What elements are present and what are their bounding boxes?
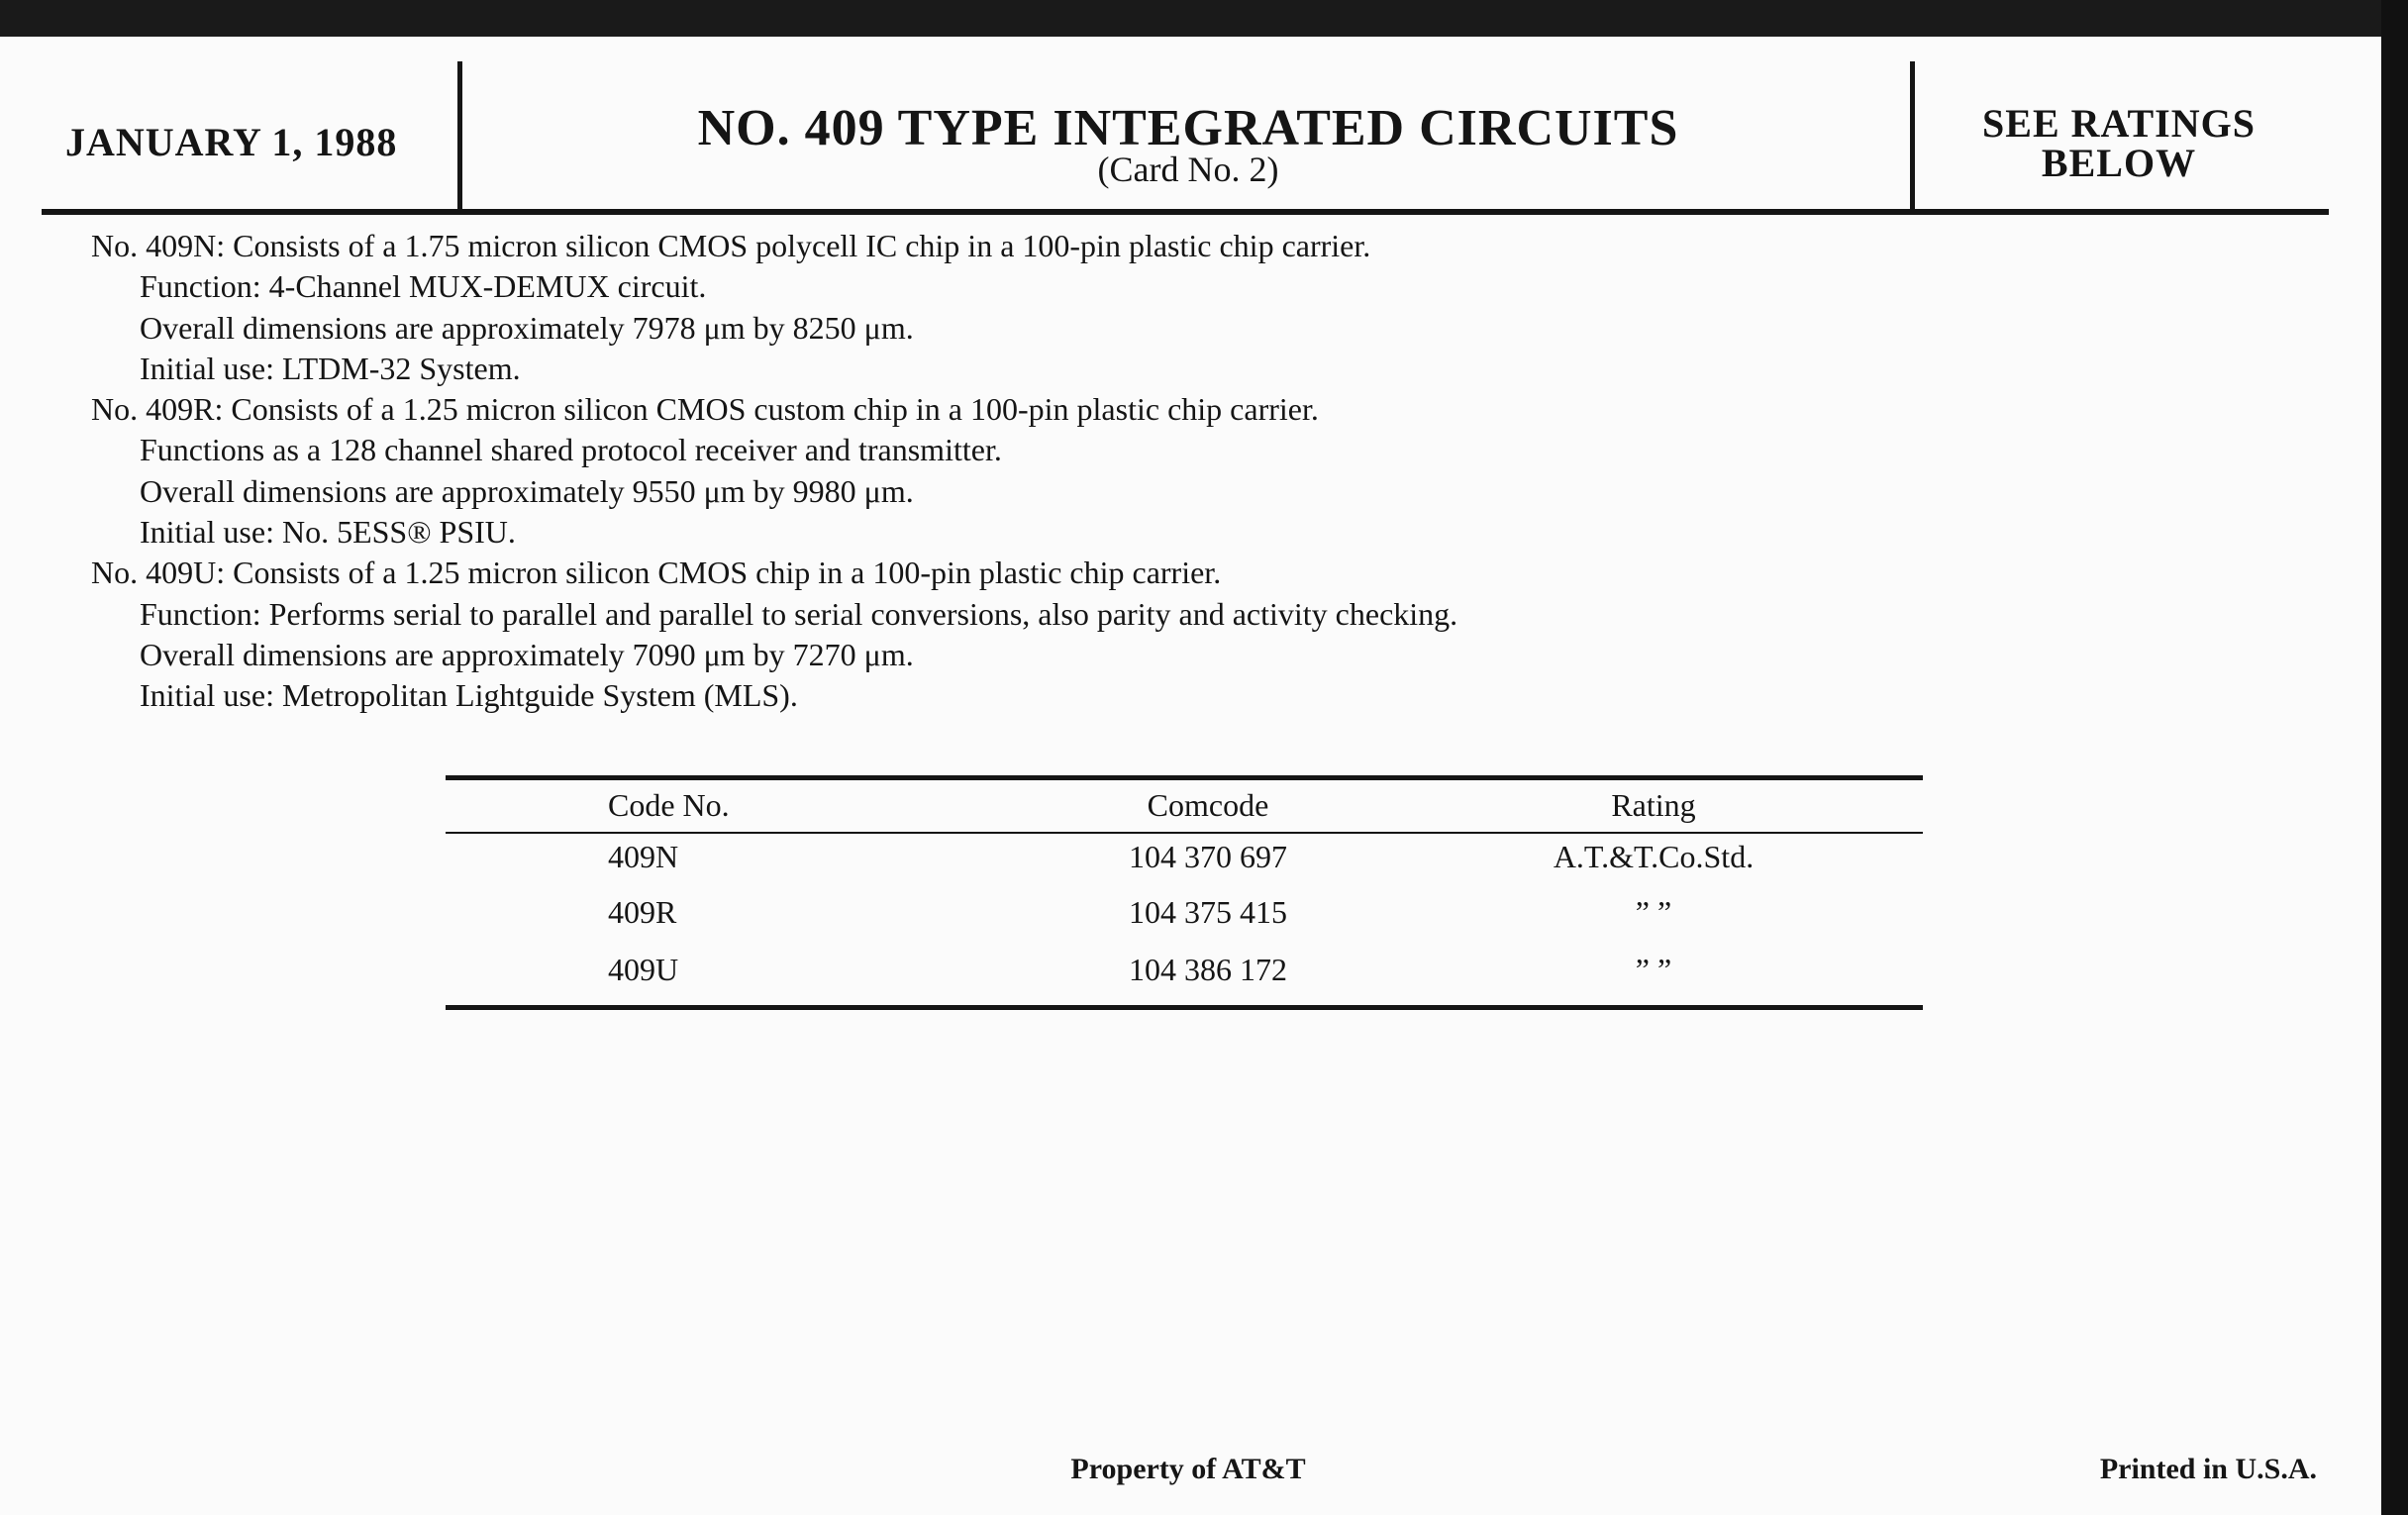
table-cell-comcode: 104 386 172	[1129, 952, 1287, 987]
body-line: Overall dimensions are approximately 7978 μm by 8250 μm.	[140, 309, 914, 346]
body-line: Overall dimensions are approximately 7090 μm by 7270 μm.	[140, 636, 914, 672]
footer-printed: Printed in U.S.A.	[2099, 1453, 2317, 1485]
rating-note	[1921, 101, 2317, 185]
body-line: No. 409R: Consists of a 1.25 micron silicon CMOS custom chip in a 100-pin plastic chip carrier.	[91, 391, 1319, 428]
column-header-rating: Rating	[1611, 787, 1696, 823]
body-line: Function: 4-Channel MUX-DEMUX circuit.	[140, 268, 707, 305]
body-line: Overall dimensions are approximately 9550 μm by 9980 μm.	[140, 472, 914, 509]
table-cell-comcode: 104 370 697	[1129, 839, 1287, 874]
table-header-rule	[446, 832, 1923, 834]
body-line: Initial use: Metropolitan Lightguide System (MLS).	[140, 677, 798, 714]
table-cell-code: 409R	[608, 894, 677, 930]
body-line: Initial use: LTDM-32 System.	[140, 350, 521, 386]
table-cell-rating: A.T.&T.Co.Std.	[1553, 839, 1755, 874]
header-rule	[42, 209, 2329, 215]
table-bottom-rule	[446, 1005, 1923, 1010]
header-divider-left	[457, 61, 462, 210]
table-top-rule	[446, 775, 1923, 780]
card-title: NO. 409 TYPE INTEGRATED CIRCUITS	[697, 100, 1679, 156]
body-line: No. 409U: Consists of a 1.25 micron silicon CMOS chip in a 100-pin plastic chip carrier.	[91, 555, 1222, 591]
column-header-comcode: Comcode	[1147, 787, 1269, 823]
body-line: Functions as a 128 channel shared protocol receiver and transmitter.	[140, 432, 1002, 468]
table-cell-code: 409N	[608, 839, 679, 874]
header-divider-right	[1910, 61, 1915, 210]
rating-note-line1: SEE RATINGS	[1982, 101, 2256, 146]
table-cell-code: 409U	[608, 952, 679, 987]
body-line: Initial use: No. 5ESS® PSIU.	[140, 514, 516, 551]
body-line: No. 409N: Consists of a 1.75 micron silicon CMOS polycell IC chip in a 100-pin plastic chip carrier.	[91, 228, 1371, 263]
scan-edge	[2381, 0, 2408, 1515]
rating-note-line2: BELOW	[2041, 141, 2197, 185]
footer-property: Property of AT&T	[1070, 1453, 1306, 1485]
body-line: Function: Performs serial to parallel and parallel to serial conversions, also parity and activity checking.	[140, 595, 1458, 632]
description-body	[91, 226, 2269, 717]
column-header-code: Code No.	[608, 787, 730, 823]
table-cell-rating: ” ”	[1635, 894, 1672, 930]
card-subtitle: (Card No. 2)	[1097, 150, 1279, 189]
table-cell-rating: ” ”	[1635, 952, 1672, 987]
table-cell-comcode: 104 375 415	[1129, 894, 1287, 930]
card-date: JANUARY 1, 1988	[65, 120, 398, 164]
